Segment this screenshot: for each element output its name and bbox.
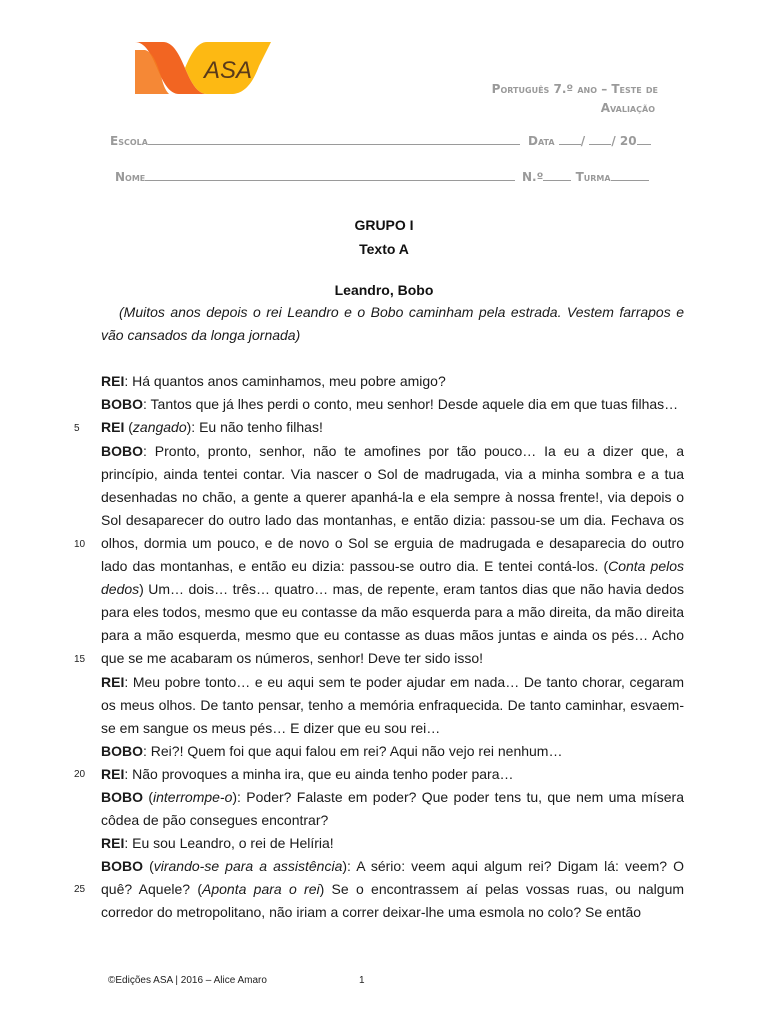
dialogue-line: REI (zangado): Eu não tenho filhas! [101, 419, 323, 436]
dialogue-line: REI: Eu sou Leandro, o rei de Helíria! [101, 835, 334, 852]
turma-line[interactable] [611, 170, 649, 181]
main-text [101, 301, 684, 925]
date-month-line[interactable] [589, 134, 611, 145]
group-heading: GRUPO I [354, 217, 414, 233]
escola-line[interactable] [148, 134, 520, 145]
data-label: Data [528, 134, 555, 148]
dialogue-line: REI: Meu pobre tonto… e eu aqui sem te poder ajudar em nada… De tanto chorar, cegaram os meus olhos. De tanto pensar, tenho a memória enfraquecida. De tanto caminhar, esvaem-se em sangue os meus pés… E dizer que eu sou rei… [101, 673, 684, 736]
dialogue-line: BOBO: Tantos que já lhes perdi o conto, meu senhor! Desde aquele dia em que tuas filhas… [101, 396, 679, 413]
footer-copyright: ©Edições ASA | 2016 – Alice Amaro [108, 975, 267, 986]
text-title: Leandro, Bobo [334, 282, 434, 298]
line-number: 15 [74, 654, 86, 665]
logo-text: ASA [203, 57, 253, 84]
date-sep-2: / 20 [611, 134, 637, 148]
turma-label: Turma [575, 170, 611, 184]
numero-line[interactable] [543, 170, 571, 181]
page-number: 1 [359, 975, 365, 986]
dialogue-line: BOBO (interrompe-o): Poder? Falaste em poder? Que poder tens tu, que nem uma mísera côdea de pão consegues encontrar? [101, 788, 685, 829]
text-heading: Texto A [359, 241, 409, 257]
test-title-line2: Avaliação [600, 101, 655, 115]
line-number: 25 [74, 884, 86, 895]
numero-turma-field [522, 170, 649, 184]
date-sep-1: / [580, 134, 586, 148]
line-number: 20 [74, 769, 86, 780]
nome-field [115, 170, 515, 184]
line-number: 5 [74, 423, 80, 434]
dialogue-line: REI: Há quantos anos caminhamos, meu pobre amigo? [101, 373, 446, 390]
dialogue-line: BOBO: Rei?! Quem foi que aqui falou em rei? Aqui não vejo rei nenhum… [101, 742, 563, 759]
test-title [398, 80, 658, 118]
nome-label: Nome [115, 170, 146, 184]
escola-label: Escola [110, 134, 148, 148]
escola-field [110, 134, 520, 148]
date-field [528, 134, 651, 148]
nome-line[interactable] [145, 170, 515, 181]
dialogue-line: BOBO: Pronto, pronto, senhor, não te amofines por tão pouco… Ia eu a dizer que, a princípio, ainda tentei contar. Via nascer o Sol de madrugada, via a minha sombra e a tua desenhadas no chão, a gente a querer apanhá-la e ela sempre à nossa frente!, via depois o Sol desaparecer do outro lado das montanhas, e então dizia: passou-se um dia. Fechava os olhos, dormia um pouco, e de novo o Sol se erguia de madrugada e desaparecia do outro lado das montanhas, e então eu dizia: passou-se outro dia. E tentei contá-los. (Conta pelos dedos) Um… dois… três… quatro… mas, de repente, eram tantos dias que não havia dedos para eles todos, mesmo que eu contasse da mão esquerda para a mão direita, da mão direita para a mão esquerda, mesmo que eu contasse as duas mãos juntas e ainda os pés… Acho que se me acabaram os números, senhor! Deve ter sido isso! [101, 442, 684, 667]
stage-direction: (Muitos anos depois o rei Leandro e o Bobo caminham pela estrada. Vestem farrapos e vão cansados da longa jornada) [101, 304, 684, 344]
test-title-line1: Português 7.º ano – Teste de [491, 82, 658, 96]
dialogue-line: REI: Não provoques a minha ira, que eu ainda tenho poder para… [101, 765, 514, 782]
asa-logo [135, 42, 271, 94]
numero-label: N.º [522, 170, 544, 184]
date-day-line[interactable] [559, 134, 581, 145]
dialogue-line: BOBO (virando-se para a assistência): A sério: veem aqui algum rei? Digam lá: veem? O quê? Aquele? (Aponta para o rei) Se o encontrassem aí pelas vossas ruas, ou nalgum corredor do metropolitano, não iriam a correr deixar-lhe uma esmola no colo? Se então [101, 858, 685, 921]
date-year-line[interactable] [637, 134, 651, 145]
line-number: 10 [74, 539, 86, 550]
